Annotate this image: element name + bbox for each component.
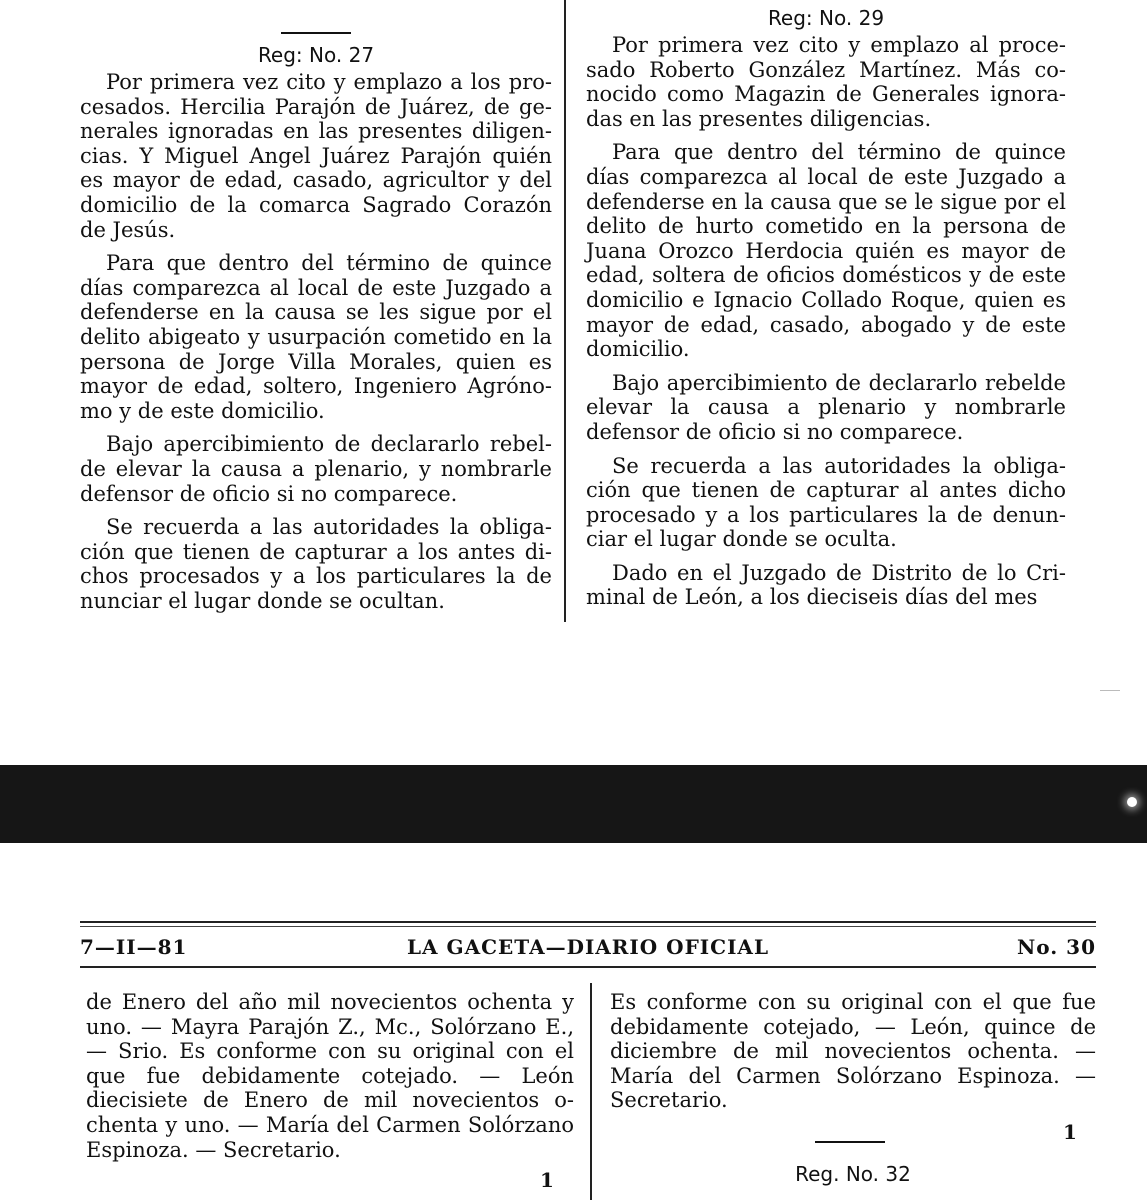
light-reflection: [1127, 797, 1137, 807]
reg-29-heading: Reg: No. 29: [767, 6, 885, 30]
header-rule-bottom: [80, 966, 1096, 968]
reg-32-heading: Reg. No. 32: [795, 1162, 911, 1186]
header-issue-number: No. 30: [1016, 935, 1096, 959]
page-header: [80, 921, 1096, 973]
reg-29-paragraph-2: Para que dentro del término de quince días comparezca al local de este Juzgado a defenderse en la causa que se le sigue por el delito de hurto cometido en la persona de Juana Orozco Herdocia quién es mayor de edad, soltera de oficios domésticos y de este domicilio e Ignacio Collado Roque, quien es mayor de edad, casado, abogado y de este domicilio.: [586, 140, 1066, 362]
reg-27-paragraph-4: Se recuerda a las autoridades la obligación que tienen de capturar a los antes dichos procesados y a los particulares la de nunciar el lugar donde se ocultan.: [80, 515, 552, 613]
header-date: 7—II—81: [80, 935, 188, 959]
reg-29-paragraph-1: Por primera vez cito y emplazo al procesado Roberto González Martínez. Más conocido como Magazin de Generales ignoradas en las presentes diligencias.: [586, 33, 1066, 131]
bottom-column-divider: [590, 983, 592, 1200]
top-right-column: [586, 5, 1066, 619]
header-title: LA GACETA—DIARIO OFICIAL: [406, 935, 770, 959]
reg-27-heading: Reg: No. 27: [257, 43, 375, 67]
reg-29-paragraph-3: Bajo apercibimiento de declararlo rebelde elevar la causa a plenario y nombrarle defensor de oficio si no comparece.: [586, 370, 1066, 444]
section-divider-bottom: [815, 1141, 885, 1143]
end-mark-right: 1: [1063, 1120, 1077, 1144]
header-rule-top-thin: [80, 926, 1096, 927]
bottom-right-column: [610, 990, 1096, 1122]
column-divider: [564, 0, 566, 622]
top-left-column: [80, 40, 552, 622]
bottom-page-scan: [0, 843, 1147, 1200]
header-rule-top: [80, 921, 1096, 923]
reg-27-paragraph-2: Para que dentro del término de quince días comparezca al local de este Juzgado a defenderse en la causa se les sigue por el delito abigeato y usurpación cometido en la persona de Jorge Villa Morales, quien es mayor de edad, soltero, Ingeniero Agrónomo y de este domicilio.: [80, 251, 552, 423]
scan-artifact-line: [1100, 690, 1120, 691]
section-divider: [281, 32, 351, 34]
reg-29-paragraph-5: Dado en el Juzgado de Distrito de lo Criminal de León, a los dieciseis días del mes: [586, 560, 1066, 610]
closing-paragraph-right: Es conforme con su original con el que fue debidamente cotejado, — León, quince de diciembre de mil novecientos ochenta. — María del Carmen Solórzano Espinoza. — Secretario.: [610, 990, 1096, 1113]
closing-paragraph-left: de Enero del año mil novecientos ochenta y uno. — Mayra Parajón Z., Mc., Solórzano E., — Srio. Es conforme con su original con el que fue debidamente cotejado. — León diecisiete de Enero de mil novecientos ochenta y uno. — María del Carmen Solórzano Espinoza. — Secretario.: [86, 990, 574, 1162]
bottom-left-column: [86, 990, 574, 1171]
reg-27-paragraph-1: Por primera vez cito y emplazo a los procesados. Hercilia Parajón de Juárez, de generales ignoradas en las presentes diligencias. Y Miguel Angel Juárez Parajón quién es mayor de edad, casado, agricultor y del domicilio de la comarca Sagrado Corazón de Jesús.: [80, 70, 552, 242]
reg-27-paragraph-3: Bajo apercibimiento de declararlo rebelde elevar la causa a plenario, y nombrarle defensor de oficio si no comparece.: [80, 432, 552, 506]
scan-gap-band: [0, 765, 1147, 843]
end-mark-left: 1: [540, 1168, 554, 1192]
reg-29-paragraph-4: Se recuerda a las autoridades la obligación que tienen de capturar al antes dicho procesado y a los particulares la de denunciar el lugar donde se oculta.: [586, 453, 1066, 552]
